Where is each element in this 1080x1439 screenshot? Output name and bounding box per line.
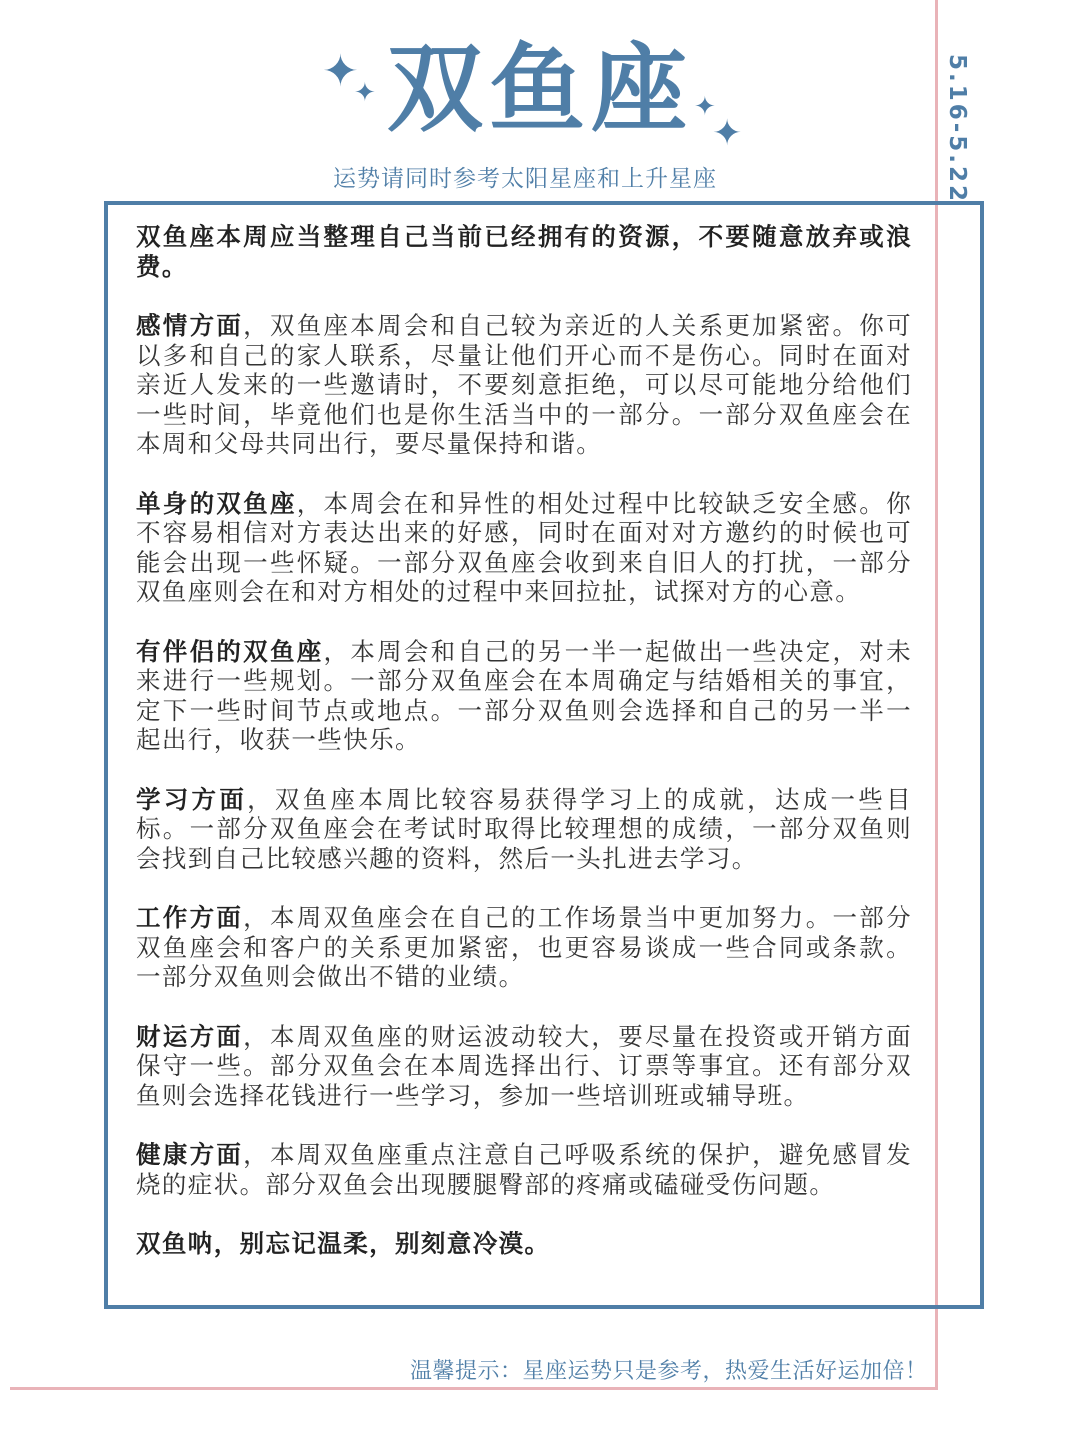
section-study (136, 785, 912, 874)
section-love (136, 311, 912, 459)
section-heading: 单身的双鱼座 (136, 488, 297, 518)
sparkle-icon: ✦ (354, 78, 376, 108)
section-text: ，本周会和自己的另一半一起做出一些决定，对未来进行一些规划。一部分双鱼座会在本周确定与结婚相关的事宜，定下一些时间节点或地点。一部分双鱼则会选择和自己的另一半一起出行，收获一些快乐。 (136, 636, 912, 754)
section-text: ，本周会在和异性的相处过程中比较缺乏安全感。你不容易相信对方表达出来的好感，同时在面对对方邀约的时候也可能会出现一些怀疑。一部分双鱼座会收到来自旧人的打扰，一部分双鱼座则会在和对方相处的过程中来回拉扯，试探对方的心意。 (136, 488, 912, 606)
section-text: ，本周双鱼座重点注意自己呼吸系统的保护，避免感冒发烧的症状。部分双鱼会出现腰腿臀部的疼痛或磕碰受伤问题。 (136, 1140, 912, 1199)
section-text: ，本周双鱼座的财运波动较大，要尽量在投资或开销方面保守一些。部分双鱼会在本周选择出行、订票等事宜。还有部分双鱼则会选择花钱进行一些学习，参加一些培训班或辅导班。 (136, 1021, 912, 1110)
intro-paragraph: 双鱼座本周应当整理自己当前已经拥有的资源，不要随意放弃或浪费。 (136, 222, 912, 281)
section-work (136, 903, 912, 992)
pink-horizontal-line (10, 1387, 938, 1390)
section-single (136, 489, 912, 607)
horoscope-content (136, 222, 912, 1289)
closing-line: 双鱼呐，别忘记温柔，别刻意冷漠。 (136, 1229, 551, 1258)
section-heading: 健康方面 (136, 1140, 244, 1169)
sparkle-icon: ✦ (322, 46, 359, 97)
section-wealth (136, 1022, 912, 1111)
footer-tip: 温馨提示：星座运势只是参考，热爱生活好运加倍！ (410, 1359, 928, 1384)
section-heading: 学习方面 (136, 784, 248, 814)
page-title: 双鱼座 (387, 33, 693, 145)
sparkle-icon: ✦ (694, 92, 716, 122)
sparkle-icon: ✦ (712, 113, 743, 154)
section-heading: 感情方面 (136, 311, 244, 340)
section-partnered (136, 637, 912, 755)
section-heading: 财运方面 (136, 1021, 244, 1051)
section-heading: 工作方面 (136, 903, 244, 932)
date-range: 5.16-5.22 (944, 54, 970, 205)
subtitle: 运势请同时参考太阳星座和上升星座 (333, 166, 717, 192)
section-health (136, 1140, 912, 1199)
section-text: ，双鱼座本周会和自己较为亲近的人关系更加紧密。你可以多和自己的家人联系，尽量让他们开心而不是伤心。同时在面对亲近人发来的一些邀请时，不要刻意拒绝，可以尽可能地分给他们一些时间，毕竟他们也是你生活当中的一部分。一部分双鱼座会在本周和父母共同出行，要尽量保持和谐。 (136, 311, 912, 458)
section-text: ，双鱼座本周比较容易获得学习上的成就，达成一些目标。一部分双鱼座会在考试时取得比较理想的成绩，一部分双鱼则会找到自己比较感兴趣的资料，然后一头扎进去学习。 (136, 784, 912, 873)
section-heading: 有伴侣的双鱼座 (136, 636, 324, 666)
section-text: ，本周双鱼座会在自己的工作场景当中更加努力。一部分双鱼座会和客户的关系更加紧密，也更容易谈成一些合同或条款。一部分双鱼则会做出不错的业绩。 (136, 903, 912, 991)
